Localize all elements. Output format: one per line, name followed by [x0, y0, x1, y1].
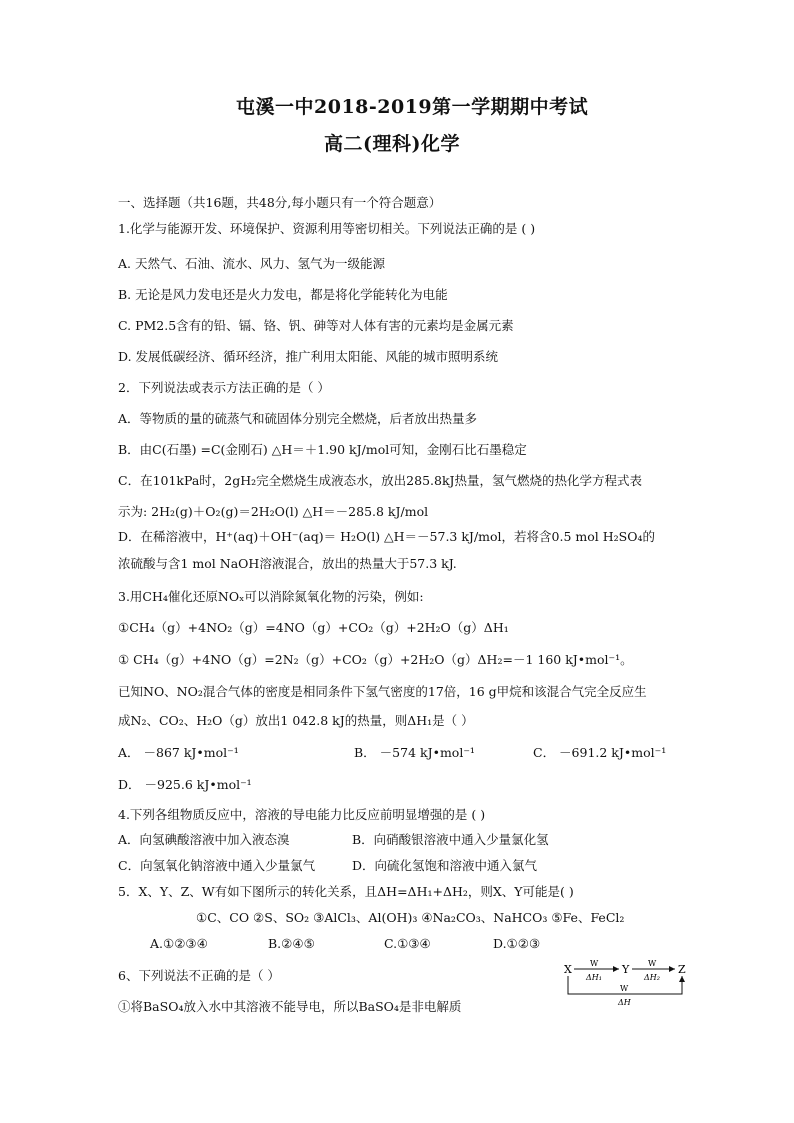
conversion-diagram — [562, 958, 692, 1008]
diagram-x: X — [564, 963, 572, 976]
q5-option-a: A.①②③④ — [150, 936, 208, 951]
q1-option-c: C. PM2.5含有的铅、镉、铬、钒、砷等对人体有害的元素均是金属元素 — [118, 318, 514, 333]
q2-option-a: A．等物质的量的硫蒸气和硫固体分别完全燃烧，后者放出热量多 — [118, 411, 478, 426]
q2-option-c-line1: C．在101kPa时，2gH₂完全燃烧生成液态水，放出285.8kJ热量，氢气燃烧的热化学方程式表 — [118, 473, 643, 488]
q1-option-a: A. 天然气、石油、流水、风力、氢气为一级能源 — [118, 256, 385, 271]
q5-option-b: B.②④⑤ — [268, 936, 315, 951]
diagram-y: Y — [622, 963, 630, 976]
diagram-w2: W — [648, 959, 657, 968]
q3-text-line2: 成N₂、CO₂、H₂O（g）放出1 042.8 kJ的热量，则ΔH₁是（ ） — [118, 713, 474, 728]
q5-option-d: D.①②③ — [493, 936, 541, 951]
q4-option-a: A．向氢碘酸溶液中加入液态溴 — [118, 832, 290, 847]
q3-equation-1: ①CH₄（g）+4NO₂（g）=4NO（g）+CO₂（g）+2H₂O（g）ΔH₁ — [118, 620, 509, 635]
q3-option-c: C． －691.2 kJ•mol⁻¹ — [533, 745, 667, 760]
diagram-z: Z — [678, 963, 686, 976]
page-subtitle: 高二(理科)化学 — [324, 133, 460, 155]
q1-option-b: B. 无论是风力发电还是火力发电，都是将化学能转化为电能 — [118, 287, 448, 302]
q3-option-d: D． －925.6 kJ•mol⁻¹ — [118, 777, 252, 792]
q4-stem: 4.下列各组物质反应中，溶液的导电能力比反应前明显增强的是 ( ) — [118, 807, 486, 822]
q5-option-c: C.①③④ — [384, 936, 431, 951]
q1-option-d: D. 发展低碳经济、循环经济，推广利用太阳能、风能的城市照明系统 — [118, 349, 499, 364]
q5-choices: ①C、CO ②S、SO₂ ③AlCl₃、Al(OH)₃ ④Na₂CO₃、NaHCO₃ ⑤Fe、FeCl₂ — [196, 910, 625, 925]
q3-option-a: A． －867 kJ•mol⁻¹ — [118, 745, 239, 760]
q4-option-d: D．向硫化氢饱和溶液中通入氯气 — [352, 858, 538, 873]
q3-equation-2: ① CH₄（g）+4NO（g）=2N₂（g）+CO₂（g）+2H₂O（g）ΔH₂=－1 160 kJ•mol⁻¹。 — [118, 652, 633, 667]
q2-option-b: B．由C(石墨) =C(金刚石) △H＝＋1.90 kJ/mol可知，金刚石比石墨稳定 — [118, 442, 527, 457]
q1-stem: 1.化学与能源开发、环境保护、资源利用等密切相关。下列说法正确的是 ( ) — [118, 221, 536, 236]
diagram-w1: W — [590, 959, 599, 968]
q3-option-b: B． －574 kJ•mol⁻¹ — [354, 745, 475, 760]
q3-text-line1: 已知NO、NO₂混合气体的密度是相同条件下氢气密度的17倍，16 g甲烷和该混合气完全反应生 — [118, 684, 647, 699]
q3-stem: 3.用CH₄催化还原NOₓ可以消除氮氧化物的污染，例如: — [118, 589, 424, 604]
q2-stem: 2．下列说法或表示方法正确的是（ ） — [118, 380, 330, 395]
q6-stem: 6、下列说法不正确的是（ ） — [118, 968, 280, 983]
section-heading: 一、选择题（共16题，共48分,每小题只有一个符合题意） — [118, 195, 442, 210]
diagram-w3: W — [620, 984, 629, 993]
diagram-dh2: ΔH₂ — [644, 973, 660, 982]
diagram-dh1: ΔH₁ — [586, 973, 602, 982]
q6-item-1: ①将BaSO₄放入水中其溶液不能导电，所以BaSO₄是非电解质 — [118, 999, 462, 1014]
q4-option-c: C．向氢氧化钠溶液中通入少量氯气 — [118, 858, 316, 873]
q2-option-d-line2: 浓硫酸与含1 mol NaOH溶液混合，放出的热量大于57.3 kJ. — [118, 556, 457, 571]
diagram-dh: ΔH — [618, 998, 631, 1007]
page-title: 屯溪一中2018-2019第一学期期中考试 — [236, 96, 589, 118]
q2-option-d-line1: D．在稀溶液中，H⁺(aq)＋OH⁻(aq)＝ H₂O(l) △H＝－57.3 kJ/mol，若将含0.5 mol H₂SO₄的 — [118, 529, 655, 544]
q5-stem: 5．X、Y、Z、W有如下图所示的转化关系，且ΔH=ΔH₁+ΔH₂，则X、Y可能是( ) — [118, 884, 574, 899]
q4-option-b: B．向硝酸银溶液中通入少量氯化氢 — [352, 832, 549, 847]
q2-option-c-line2: 示为: 2H₂(g)＋O₂(g)＝2H₂O(l) △H＝－285.8 kJ/mol — [118, 504, 429, 519]
